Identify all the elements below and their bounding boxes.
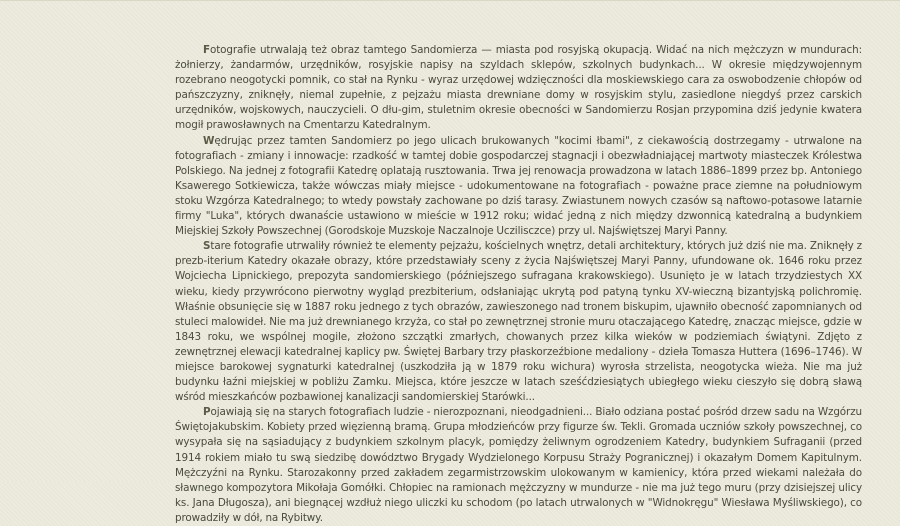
paragraph-2-initial: W xyxy=(203,134,215,147)
paragraph-3 xyxy=(175,239,862,405)
paragraph-4-text: ojawiają się na starych fotografiach ludzie - nierozpoznani, nieodgadnieni... Biało odziana postać pośród drzew sadu na Wzgórzu Świętojakubskim. Kobiety przed więzienną bramą. Grupa młodzieńców przy figurze św. Tekli. Gromada uczniów szkoły powszechnej, co wysypała się na sąsiadujący z budynkiem szkolnym placyk, pomiędzy żeliwnym ogrodzeniem Katedry, budynkiem Sufraganii (przed 1914 rokiem miało tu swą siedzibę dowództwo Brygady Wydzielonego Korpusu Straży Pogranicznej) i okazałym Domem Kapitulnym. Mężczyźni na Rynku. Starozakonny przed zakładem zegarmistrzowskim ulokowanym w kamienicy, która przed wiekami należała do sławnego kompozytora Mikołaja Gomółki. Chłopiec na ramionach mężczyzny w mundurze - nie ma już tego muru (przy dzisiejszej ulicy ks. Jana Długosza), ani biegnącej wzdłuż niego uliczki ku schodom (po latach utrwalonych w "Widnokręgu" Wiesława Myśliwskiego), co prowadziły w dół, na Rybitwy. xyxy=(175,406,862,524)
paragraph-2 xyxy=(175,134,862,240)
paragraph-4-initial: P xyxy=(203,406,211,419)
paragraph-2-text: ędrując przez tamten Sandomierz po jego ulicach brukowanych "kocimi łbami", z ciekawością dostrzegamy - utrwalone na fotografiach - zmiany i innowacje: rzadkość w tamtej dobie gospodarczej stagnacji i obezwładniającej martwoty miasteczek Królestwa Polskiego. Na jednej z fotografii Katedrę oplatają rusztowania. Trwa jej renowacja prowadzona w latach 1886–1899 przez bp. Antoniego Ksawerego Sotkiewicza, także wówczas miały miejsce - udokumentowane na fotografiach - poważne prace ziemne na południowym stoku Wzgórza Katedralnego; to wtedy powstały zachowane po dziś tarasy. Zwiastunem nowych czasów są naftowo-potasowe latarnie firmy "Luka", których dwanaście ustawiono w mieście w 1912 roku; widać jedną z nich między dzwonnicą katedralną a budynkiem Miejskiej Szkoły Powszechnej (Gorodskoje Muzskoje Naczalnoje Uczilisczce) przy ul. Najświętszej Maryi Panny. xyxy=(175,134,862,238)
paragraph-1 xyxy=(175,43,862,134)
paragraph-3-text: tare fotografie utrwaliły również te elementy pejzażu, kościelnych wnętrz, detali architektury, których już dziś nie ma. Zniknęły z prezb-iterium Katedry okazałe obrazy, które przedstawiały sceny z życia Najświętszej Maryi Panny, ufundowane ok. 1646 roku przez Wojciecha Lipnickiego, prepozyta sandomierskiego (późniejszego sufragana krakowskiego). Usunięto je w latach trzydziestych XX wieku, kiedy przywrócono pierwotny wygląd prezbiterium, odsłaniając ukrytą pod patyną tynku XV-wieczną bizantyjską polichromię. Właśnie obsunięcie się w 1887 roku jednego z tych obrazów, zawieszonego nad tronem biskupim, ujawniło obecność zapomnianych od stuleci malowideł. Nie ma już drewnianego krzyża, co stał po zewnętrznej stronie muru otaczającego Katedrę, znacząc miejsce, gdzie w 1843 roku, we wspólnej mogile, złożono szczątki zmarłych, chowanych przez kilka wieków w podziemiach świątyni. Zdjęto z zewnętrznej elewacji katedralnej kaplicy pw. Świętej Barbary trzy płaskorzeźbione medaliony - dzieła Tomasza Huttera (1696–1746). W miejsce barokowej sygnaturki katedralnej (uszkodziła ją w 1879 roku wichura) wyrosła strzelista, neogotycka wieża. Nie ma już budynku łaźni miejskiej w pobliżu Zamku. Miejsca, które jeszcze w latach sześćdziesiątych ubiegłego wieku cieszyło się dobrą sławą wśród mieszkańców pozbawionej kanalizacji sandomierskiej Starówki... xyxy=(175,240,862,404)
paragraph-1-text: otografie utrwalają też obraz tamtego Sandomierza — miasta pod rosyjską okupacją. Widać na nich mężczyzn w mundurach: żołnierzy, żandarmów, urzędników, rosyjskie napisy na szyldach sklepów, szkolnych budynkach... W okresie międzywojennym rozebrano neogotycki pomnik, co stał na Rynku - wyraz urzędowej wdzięczności dla moskiewskiego cara za oswobodzenie chłopów od pańszczyzny, zniknęły, niemal zupełnie, z pejzażu miasta drewniane domy w rosyjskim stylu, zasiedlone niegdyś przez carskich urzędników, wojskowych, nauczycieli. O dłu-gim, stuletnim okresie obecności w Sandomierzu Rosjan przypomina dziś jedynie kwatera mogił prawosławnych na Cmentarzu Katedralnym. xyxy=(175,44,862,132)
paragraph-4 xyxy=(175,405,862,526)
article-text xyxy=(175,43,862,526)
paragraph-1-initial: F xyxy=(203,44,210,56)
paragraph-3-initial: S xyxy=(203,240,211,253)
